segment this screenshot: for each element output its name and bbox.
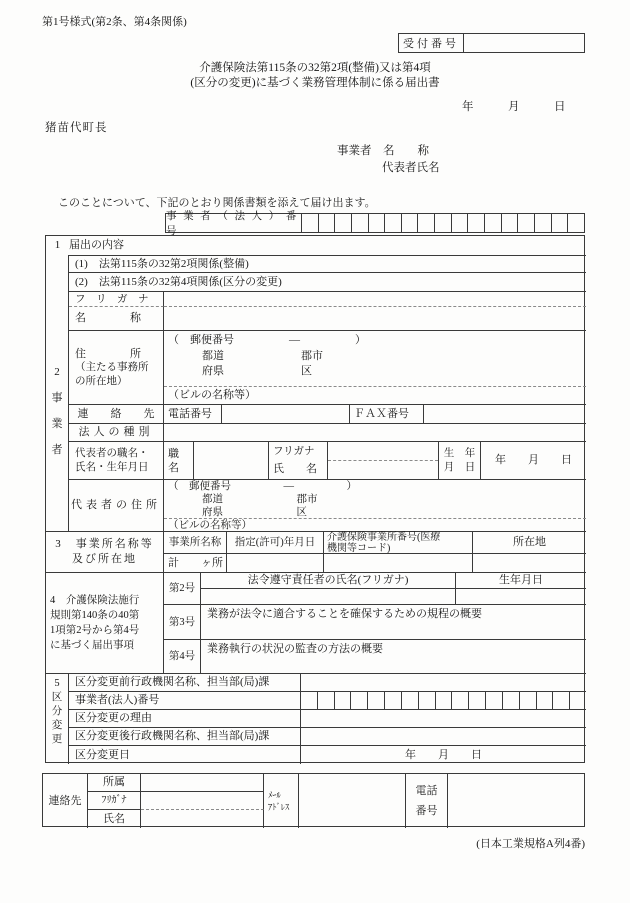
section3-label-line2: 及び所在地 <box>72 553 137 565</box>
number-digit-cell[interactable] <box>434 214 451 232</box>
rep-prefecture-line[interactable]: 都道 郡市 <box>202 494 318 505</box>
corp-number-label: 事 業 者 （ 法 人 ） 番 号 <box>166 214 302 232</box>
paper-size-note: (日本工業規格A列4番) <box>476 838 585 850</box>
representative-row-label <box>69 442 164 480</box>
pre-change-agency-label: 区分変更前行政機関名称、担当部(局)課 <box>69 674 301 692</box>
compliance-birth-header: 生年月日 <box>456 573 586 589</box>
rep-city-line[interactable]: 府県 区 <box>202 506 307 518</box>
rep-name-label: 氏 名 <box>273 463 317 476</box>
phone-label: 電話番号 <box>164 405 222 424</box>
corp-type-field[interactable] <box>164 424 586 442</box>
office-name-header: 事業所名称 <box>164 532 227 554</box>
number-digit-cell[interactable] <box>552 692 569 709</box>
job-title-field[interactable] <box>194 442 269 480</box>
number-digit-cell[interactable] <box>467 214 484 232</box>
section4-label-line1: 4 介護保険法施行 <box>50 595 140 606</box>
change-date-field[interactable]: 年 月 日 <box>405 748 482 761</box>
office-number-header <box>324 532 473 554</box>
section5-number: 5 <box>54 678 60 689</box>
section5-side-label <box>46 674 69 764</box>
compliance-officer-field[interactable] <box>201 589 456 605</box>
number-digit-cell[interactable] <box>318 214 335 232</box>
location-field[interactable] <box>473 554 586 573</box>
fax-field[interactable] <box>424 405 586 424</box>
operator-furigana-field[interactable] <box>164 292 586 307</box>
number-digit-cell[interactable] <box>417 214 434 232</box>
rep-label-line1: 代表者の職名・ <box>75 447 149 459</box>
designation-date-field[interactable] <box>227 554 324 573</box>
number-digit-cell[interactable] <box>501 214 518 232</box>
contact-tel-label <box>406 774 448 828</box>
rep-name-labels <box>269 442 328 480</box>
mail-label-line1: ﾒｰﾙ <box>268 790 281 800</box>
section2-side-char: 事 <box>51 392 63 404</box>
number-digit-cell[interactable] <box>334 214 351 232</box>
change-date-label: 区分変更日 <box>69 746 301 764</box>
number-digit-cell[interactable] <box>468 692 485 709</box>
number-digit-cell[interactable] <box>367 692 384 709</box>
birthdate-field[interactable]: 年 月 日 <box>481 442 586 480</box>
address-label-line3: の所在地） <box>75 375 128 387</box>
section4-label <box>46 573 164 674</box>
section5-side-char: 変 <box>51 720 63 731</box>
office-number-header-line2: 機関等コード) <box>327 542 391 554</box>
number-digit-cell[interactable] <box>384 214 401 232</box>
section5-side-char: 更 <box>51 734 63 745</box>
number-digit-cell[interactable] <box>534 214 551 232</box>
section3-label-line1: 3 事業所名称等 <box>55 538 154 550</box>
mail-label-line2: ｱﾄﾞﾚｽ <box>268 802 290 812</box>
number-digit-cell[interactable] <box>536 692 553 709</box>
compliance-officer-header: 法令遵守責任者の氏名(フリガナ) <box>201 573 456 589</box>
section5-side-char: 区 <box>51 692 63 703</box>
submission-date[interactable]: 年 月 日 <box>462 101 566 113</box>
reception-number-box <box>398 33 585 53</box>
prefecture-line[interactable]: 都道 郡市 <box>202 350 323 362</box>
operator-name-label: 事業者 名 称 <box>337 145 429 157</box>
operator-address-field[interactable] <box>164 331 586 405</box>
postal-code-line[interactable]: （ 郵便番号 ― ） <box>168 333 366 346</box>
item3-text: 業務が法令に適合することを確保するための規程の概要 <box>201 605 586 640</box>
contact-mail-field[interactable] <box>299 774 406 828</box>
section2-number: 2 <box>54 366 60 378</box>
number-digit-cell[interactable] <box>301 692 317 709</box>
phone-field[interactable] <box>222 405 350 424</box>
rep-name-fields[interactable] <box>328 442 439 480</box>
number-digit-cell[interactable] <box>351 214 368 232</box>
section1-title: 届出の内容 <box>69 239 124 251</box>
section2-side-char: 業 <box>51 418 63 430</box>
section1-header <box>46 236 586 255</box>
address-blank[interactable] <box>164 378 586 386</box>
operator-furigana-label: フ リ ガ ナ <box>69 292 164 307</box>
birth-label-line1: 生 年 <box>443 447 476 459</box>
job-char2: 名 <box>168 461 179 474</box>
operator-address-label <box>69 331 164 405</box>
fax-label: ＦＡＸ番号 <box>350 405 424 424</box>
operator-name-row-label: 名 称 <box>69 307 164 331</box>
contact-name-field[interactable] <box>141 810 264 828</box>
section5-side-char: 分 <box>51 706 63 717</box>
contact-label: 連絡先 <box>43 774 88 828</box>
contact-furigana-field[interactable] <box>141 792 264 810</box>
number-digit-cell[interactable] <box>451 692 468 709</box>
number-digit-cell[interactable] <box>317 692 334 709</box>
rep-postal-line[interactable]: （ 郵便番号 ― ） <box>168 481 357 492</box>
birth-label-line2: 月 日 <box>443 461 476 473</box>
contact-mail-label <box>264 774 299 828</box>
number-digit-cell[interactable] <box>551 214 568 232</box>
section1-number-spacer <box>46 255 69 292</box>
form-id: 第1号様式(第2条、第4条関係) <box>42 16 187 28</box>
addressee: 猪苗代町長 <box>45 122 108 134</box>
pre-change-agency-field[interactable] <box>301 674 586 692</box>
building-name-line[interactable]: （ビルの名称等） <box>164 386 586 404</box>
tel-label-line2: 番号 <box>415 805 438 817</box>
contact-name-label: 氏名 <box>88 810 141 828</box>
section2-side-label <box>46 292 69 532</box>
operator-name-field[interactable] <box>164 307 586 331</box>
rep-furigana-label: フリガナ <box>273 445 315 457</box>
contact-department-field[interactable] <box>141 774 264 792</box>
location-header: 所在地 <box>473 532 586 554</box>
form-title-line2: (区分の変更)に基づく業務管理体制に係る届出書 <box>190 77 440 89</box>
city-line[interactable]: 府県 区 <box>202 364 312 377</box>
contact-table <box>42 773 585 827</box>
form-title-line1: 介護保険法第115条の32第2項(整備)又は第4項 <box>199 62 431 74</box>
section3-label <box>46 532 164 573</box>
section4-label-line2: 規則第140条の40第 <box>50 610 140 621</box>
section4-label-line4: に基づく届出事項 <box>50 640 134 651</box>
section1-item1: (1) 法第115条の32第2項関係(整備) <box>69 255 586 273</box>
number-digit-cell[interactable] <box>567 214 584 232</box>
compliance-birth-field[interactable] <box>456 589 586 605</box>
reception-number-field[interactable] <box>464 34 584 52</box>
address-label-line2: （主たる事務所 <box>75 361 149 373</box>
office-total-cell[interactable]: 計 ヶ所 <box>164 554 227 573</box>
representative-name-label: 代表者氏名 <box>382 162 440 174</box>
section1-item2: (2) 法第115条の32第4項関係(区分の変更) <box>69 273 586 292</box>
item2-number: 第2号 <box>164 573 201 605</box>
rep-furigana-field[interactable] <box>328 442 438 461</box>
number-digit-cell[interactable] <box>401 214 418 232</box>
change-reason-label: 区分変更の理由 <box>69 710 301 728</box>
contact-tel-field[interactable] <box>448 774 586 828</box>
item4-number: 第4号 <box>164 640 201 674</box>
statement-line: このことについて、下記のとおり関係書類を添えて届け出ます。 <box>58 197 376 209</box>
corp-type-label: 法人の種別 <box>69 424 164 442</box>
change-reason-field[interactable] <box>301 710 586 728</box>
contact-row-label: 連 絡 先 <box>69 405 164 424</box>
rep-address-label: 代表者の住所 <box>69 480 164 532</box>
main-table <box>45 235 585 763</box>
number-digit-cell[interactable] <box>502 692 519 709</box>
change-corp-number-grid[interactable] <box>301 692 586 709</box>
number-digit-cell[interactable] <box>418 692 435 709</box>
section2-side-char: 者 <box>51 444 63 456</box>
number-digit-cell[interactable] <box>302 214 318 232</box>
number-digit-cell[interactable] <box>384 692 401 709</box>
rep-label-line2: 氏名・生年月日 <box>75 461 149 473</box>
rep-building-line[interactable]: （ビルの名称等） <box>164 518 586 532</box>
item4-text: 業務執行の状況の監査の方法の概要 <box>201 640 586 674</box>
number-digit-cell[interactable] <box>334 692 351 709</box>
number-digit-cell[interactable] <box>519 692 536 709</box>
change-corp-number-cells <box>301 692 586 710</box>
form-title <box>0 61 630 91</box>
rep-name-field[interactable] <box>328 461 438 479</box>
change-corp-number-label: 事業者(法人)番号 <box>69 692 301 710</box>
rep-address-field[interactable] <box>164 480 586 532</box>
tel-label-line1: 電話 <box>415 785 438 797</box>
post-change-agency-field[interactable] <box>301 728 586 746</box>
number-digit-cell[interactable] <box>350 692 367 709</box>
number-digit-cell[interactable] <box>569 692 586 709</box>
number-digit-cell[interactable] <box>517 214 534 232</box>
section1-number: 1 <box>54 239 61 251</box>
job-title-label <box>164 442 194 480</box>
number-digit-cell[interactable] <box>451 214 468 232</box>
contact-furigana-label: ﾌﾘｶﾞﾅ <box>88 792 141 810</box>
corp-number-row <box>165 211 585 237</box>
birthdate-label <box>439 442 481 480</box>
designation-date-header: 指定(許可)年月日 <box>227 532 324 554</box>
job-char1: 職 <box>168 447 179 460</box>
number-digit-cell[interactable] <box>368 214 385 232</box>
number-digit-cell[interactable] <box>484 214 501 232</box>
section4-label-line3: 1項第2号から第4号 <box>50 625 140 636</box>
number-digit-cell[interactable] <box>485 692 502 709</box>
number-digit-cell[interactable] <box>401 692 418 709</box>
item3-number: 第3号 <box>164 605 201 640</box>
post-change-agency-label: 区分変更後行政機関名称、担当部(局)課 <box>69 728 301 746</box>
reception-number-label: 受付番号 <box>399 34 464 52</box>
office-number-field[interactable] <box>324 554 473 573</box>
office-number-header-line1: 介護保険事業所番号(医療 <box>327 531 441 543</box>
corp-number-grid[interactable] <box>302 214 584 232</box>
contact-department-label: 所属 <box>88 774 141 792</box>
address-label-line1: 住 所 <box>75 347 141 360</box>
number-digit-cell[interactable] <box>435 692 452 709</box>
